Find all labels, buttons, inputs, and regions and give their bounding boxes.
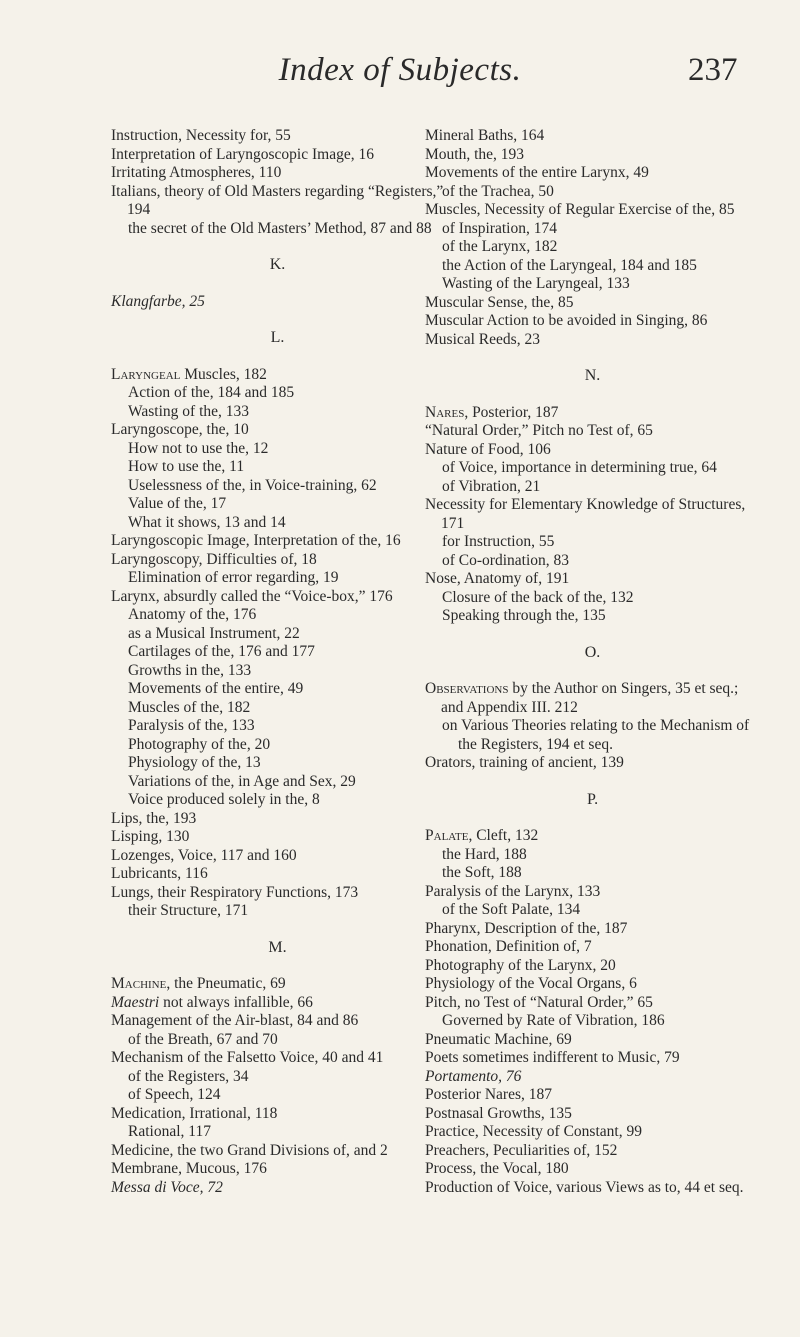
index-entry: Irritating Atmospheres, 110: [111, 164, 282, 181]
index-entry: Pneumatic Machine, 69: [425, 1030, 572, 1048]
index-entry: Mechanism of the Falsetto Voice, 40 and 41: [111, 1049, 384, 1066]
index-subentry: of the Soft Palate, 134: [442, 901, 581, 918]
index-subentry: as a Musical Instrument, 22: [128, 624, 300, 642]
index-entry: Production of Voice, various Views as to, 44 et seq.: [425, 1178, 744, 1196]
section-letter: N.: [584, 367, 601, 384]
index-entry: [425, 680, 760, 717]
index-entry: Physiology of the Vocal Organs, 6: [425, 975, 637, 992]
index-entry: Muscles, Necessity of Regular Exercise of the, 85: [425, 201, 735, 218]
index-entry: Larynx, absurdly called the “Voice-box,” 176: [111, 587, 393, 605]
index-subentry: Physiology of the, 13: [128, 754, 261, 771]
index-subentry: Muscles of the, 182: [128, 698, 251, 716]
index-entry: Medicine, the two Grand Divisions of, and 2: [111, 1141, 388, 1159]
entry-keyword: Palate: [425, 827, 469, 844]
index-subentry: of the Breath, 67 and 70: [128, 1030, 278, 1048]
index-entry: Pitch, no Test of “Natural Order,” 65: [425, 993, 653, 1011]
index-entry: Medication, Irrational, 118: [111, 1104, 278, 1122]
index-subentry: of the Trachea, 50: [442, 182, 554, 200]
index-entry: Portamento, 76: [425, 1067, 522, 1085]
index-subentry: for Instruction, 55: [442, 533, 555, 550]
index-subentry: Voice produced solely in the, 8: [128, 791, 320, 808]
index-subentry: Value of the, 17: [128, 495, 227, 512]
index-subentry: Uselessness of the, in Voice-training, 62: [128, 476, 377, 494]
index-entry: Lips, the, 193: [111, 809, 197, 827]
index-subentry: How not to use the, 12: [128, 439, 269, 457]
index-entry: Mineral Baths, 164: [425, 127, 545, 144]
index-entry: Phonation, Definition of, 7: [425, 938, 592, 955]
index-entry: Mouth, the, 193: [425, 145, 525, 163]
index-entry: [425, 404, 760, 423]
index-entry: Musical Reeds, 23: [425, 330, 540, 348]
index-entry: Practice, Necessity of Constant, 99: [425, 1123, 642, 1140]
page-title: [0, 52, 800, 89]
index-entry: Process, the Vocal, 180: [425, 1160, 569, 1177]
index-subentry: of Vibration, 21: [442, 477, 541, 495]
index-subentry: Action of the, 184 and 185: [128, 384, 295, 401]
index-subentry: Speaking through the, 135: [442, 607, 606, 624]
index-subentry: Paralysis of the, 133: [128, 717, 255, 734]
index-entry: Laryngoscopy, Difficulties of, 18: [111, 550, 317, 568]
index-subentry: of Speech, 124: [128, 1086, 221, 1103]
index-subentry: Wasting of the Laryngeal, 133: [442, 275, 630, 292]
index-entry: [425, 827, 760, 846]
index-entry: [111, 975, 444, 994]
section-letter: O.: [584, 643, 601, 661]
index-entry: Interpretation of Laryngoscopic Image, 16: [111, 145, 374, 163]
index-subentry: How to use the, 11: [128, 458, 245, 475]
index-subentry: Cartilages of the, 176 and 177: [128, 643, 315, 660]
index-entry: Paralysis of the Larynx, 133: [425, 882, 601, 900]
index-subentry: on Various Theories relating to the Mechanism of the Registers, 194 et seq.: [442, 717, 750, 753]
entry-text: , Cleft, 132: [468, 827, 539, 844]
index-entry: Posterior Nares, 187: [425, 1086, 552, 1103]
section-letter: K.: [269, 256, 286, 273]
index-subentry: of Inspiration, 174: [442, 219, 557, 237]
index-entry: Necessity for Elementary Knowledge of Structures, 171: [425, 496, 746, 532]
entry-keyword: Nares: [425, 403, 465, 421]
entry-text: by the Author on Singers, 35 et seq.; and Appendix III. 212: [441, 680, 739, 716]
index-entry: Nature of Food, 106: [425, 440, 551, 458]
index-entry: Photography of the Larynx, 20: [425, 956, 616, 974]
index-entry: Pharynx, Description of the, 187: [425, 919, 628, 937]
entry-text: not always infallible, 66: [159, 993, 313, 1011]
index-subentry: of Co-ordination, 83: [442, 551, 569, 569]
index-entry: Italians, theory of Old Masters regarding “Registers,” 194: [111, 182, 444, 218]
index-entry: Movements of the entire Larynx, 49: [425, 164, 649, 181]
index-subentry: Variations of the, in Age and Sex, 29: [128, 772, 356, 790]
index-column-right: [425, 127, 760, 1197]
index-entry: Muscular Action to be avoided in Singing, 86: [425, 312, 708, 329]
index-subentry: Rational, 117: [128, 1123, 211, 1140]
index-subentry: Photography of the, 20: [128, 735, 271, 753]
index-entry: Postnasal Growths, 135: [425, 1104, 572, 1122]
index-subentry: of Voice, importance in determining true, 64: [442, 459, 717, 476]
entry-keyword: Observations: [425, 680, 509, 697]
index-entry: Management of the Air-blast, 84 and 86: [111, 1012, 359, 1029]
section-letter: L.: [270, 329, 285, 346]
index-entry: Messa di Voce, 72: [111, 1178, 223, 1196]
page-number: 237: [688, 52, 738, 88]
index-entry: “Natural Order,” Pitch no Test of, 65: [425, 422, 653, 439]
index-entry: Muscular Sense, the, 85: [425, 293, 574, 311]
index-entry: [111, 366, 444, 385]
index-column-left: [111, 127, 444, 1197]
index-subentry: of the Registers, 34: [128, 1067, 249, 1085]
section-letter: M.: [268, 938, 287, 956]
running-title: Index of Subjects.: [278, 52, 522, 88]
index-entry: [111, 994, 444, 1013]
index-subentry: their Structure, 171: [128, 902, 249, 919]
index-entry: Lungs, their Respiratory Functions, 173: [111, 883, 359, 901]
index-entry: Laryngoscope, the, 10: [111, 421, 249, 438]
index-subentry: Wasting of the, 133: [128, 402, 250, 420]
index-entry: Orators, training of ancient, 139: [425, 754, 624, 771]
index-entry: Lubricants, 116: [111, 865, 208, 882]
entry-keyword: Laryngeal: [111, 365, 181, 383]
index-subentry: Governed by Rate of Vibration, 186: [442, 1012, 665, 1029]
index-entry: Laryngoscopic Image, Interpretation of the, 16: [111, 532, 401, 549]
index-entry: Preachers, Peculiarities of, 152: [425, 1141, 618, 1159]
entry-keyword: Maestri: [111, 993, 160, 1011]
index-subentry: Anatomy of the, 176: [128, 606, 257, 623]
index-entry: Poets sometimes indifferent to Music, 79: [425, 1049, 680, 1066]
index-entry: Nose, Anatomy of, 191: [425, 570, 570, 587]
index-subentry: Elimination of error regarding, 19: [128, 569, 339, 586]
entry-text: , the Pneumatic, 69: [166, 975, 286, 992]
entry-keyword: Machine: [111, 975, 167, 992]
index-subentry: the secret of the Old Masters’ Method, 87 and 88: [128, 219, 432, 237]
index-subentry: Growths in the, 133: [128, 661, 252, 679]
index-entry: Lozenges, Voice, 117 and 160: [111, 846, 297, 864]
index-entry: Membrane, Mucous, 176: [111, 1160, 267, 1177]
entry-text: , Posterior, 187: [464, 403, 559, 421]
index-subentry: the Hard, 188: [442, 845, 527, 863]
index-subentry: of the Larynx, 182: [442, 238, 558, 255]
index-subentry: What it shows, 13 and 14: [128, 513, 286, 531]
section-letter: P.: [586, 790, 599, 808]
index-subentry: Closure of the back of the, 132: [442, 588, 634, 606]
index-entry: Klangfarbe, 25: [111, 292, 205, 310]
entry-text: Muscles, 182: [180, 365, 267, 383]
index-subentry: Movements of the entire, 49: [128, 680, 304, 697]
index-entry: Instruction, Necessity for, 55: [111, 127, 291, 144]
index-subentry: the Soft, 188: [442, 864, 522, 881]
index-subentry: the Action of the Laryngeal, 184 and 185: [442, 256, 697, 274]
index-entry: Lisping, 130: [111, 828, 190, 845]
